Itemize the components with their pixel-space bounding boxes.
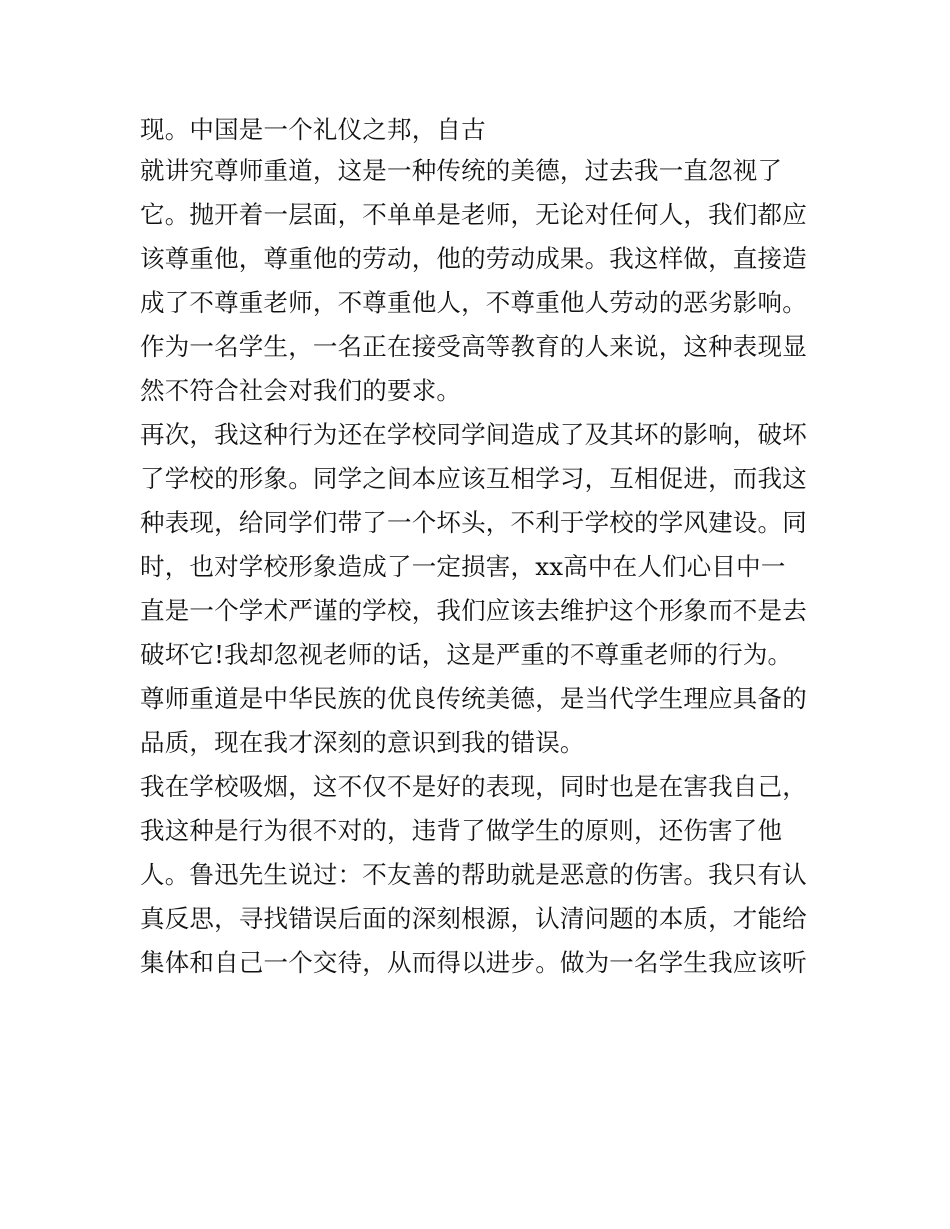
text-line-7: 然不符合社会对我们的要求。: [140, 376, 462, 405]
text-line-6: 作为一名学生，一名正在接受高等教育的人来说，这种表现显: [140, 332, 807, 361]
text-line-12: 直是一个学术严谨的学校，我们应该去维护这个形象而不是去: [140, 596, 807, 625]
text-line-14: 尊师重道是中华民族的优良传统美德，是当代学生理应具备的: [140, 684, 807, 713]
text-line-5: 成了不尊重老师，不尊重他人，不尊重他人劳动的恶劣影响。: [140, 288, 807, 317]
text-line-2: 就讲究尊师重道，这是一种传统的美德，过去我一直忽视了: [140, 156, 783, 185]
text-line-8: 再次，我这种行为还在学校同学间造成了及其坏的影响，破坏: [140, 420, 807, 449]
text-line-17: 我这种是行为很不对的，违背了做学生的原则，还伤害了他: [140, 816, 783, 845]
text-line-9: 了学校的形象。同学之间本应该互相学习，互相促进，而我这: [140, 464, 807, 493]
text-line-1: 现。中国是一个礼仪之邦，自古: [140, 115, 486, 144]
text-line-20: 集体和自己一个交待，从而得以进步。做为一名学生我应该听: [140, 948, 807, 977]
text-line-15: 品质，现在我才深刻的意识到我的错误。: [140, 728, 585, 757]
text-line-11: 时，也对学校形象造成了一定损害，xx高中在人们心目中一: [140, 552, 786, 581]
text-line-10: 种表现，给同学们带了一个坏头，不利于学校的学风建设。同: [140, 508, 807, 537]
text-line-4: 该尊重他，尊重他的劳动，他的劳动成果。我这样做，直接造: [140, 244, 807, 273]
text-line-16: 我在学校吸烟，这不仅不是好的表现，同时也是在害我自己，: [140, 772, 807, 801]
text-line-13: 破坏它!我却忽视老师的话，这是严重的不尊重老师的行为。: [140, 640, 793, 669]
text-line-3: 它。抛开着一层面，不单单是老师，无论对任何人，我们都应: [140, 200, 807, 229]
text-line-19: 真反思，寻找错误后面的深刻根源，认清问题的本质，才能给: [140, 904, 807, 933]
document-body: [140, 108, 820, 985]
text-line-18: 人。鲁迅先生说过：不友善的帮助就是恶意的伤害。我只有认: [140, 860, 807, 889]
